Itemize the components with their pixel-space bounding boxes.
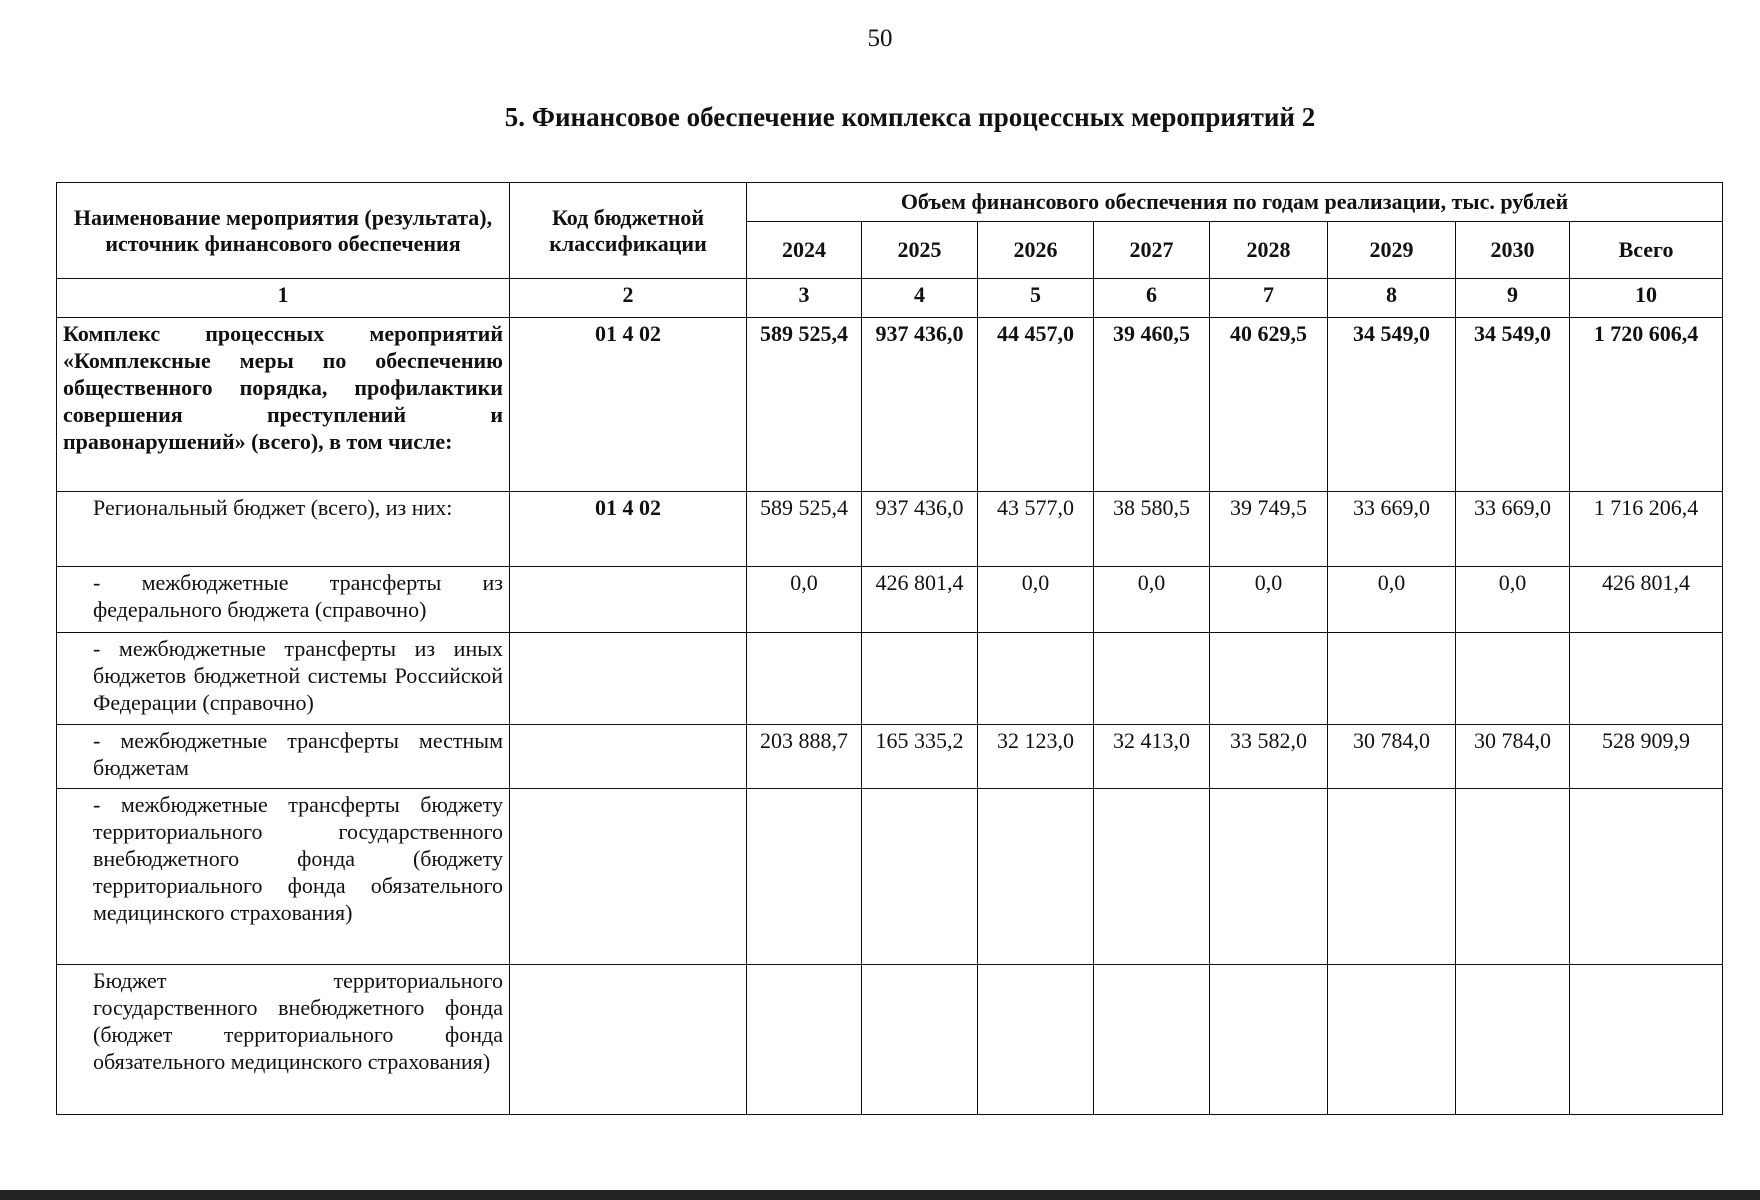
row-value	[1094, 789, 1210, 965]
row-name: - межбюджетные трансферты местным бюджетам	[57, 725, 510, 789]
row-code	[510, 789, 747, 965]
row-total: 426 801,4	[1570, 567, 1723, 633]
header-year: 2028	[1210, 222, 1328, 279]
row-value: 33 669,0	[1328, 492, 1456, 567]
row-code	[510, 725, 747, 789]
row-value	[862, 965, 978, 1115]
row-value	[1210, 789, 1328, 965]
row-total	[1570, 633, 1723, 725]
row-value: 203 888,7	[747, 725, 862, 789]
row-value: 44 457,0	[978, 318, 1094, 492]
header-row-1	[57, 183, 1723, 222]
row-value: 589 525,4	[747, 492, 862, 567]
row-value: 32 413,0	[1094, 725, 1210, 789]
header-name-column: Наименование мероприятия (результата), источник финансового обеспечения	[57, 183, 510, 279]
page-number: 50	[867, 25, 893, 52]
row-value	[1210, 633, 1328, 725]
row-total: 528 909,9	[1570, 725, 1723, 789]
row-value	[1210, 965, 1328, 1115]
table-row	[57, 492, 1723, 567]
header-year: 2025	[862, 222, 978, 279]
row-value	[1456, 789, 1570, 965]
row-value: 32 123,0	[978, 725, 1094, 789]
row-code: 01 4 02	[510, 318, 747, 492]
table-row	[57, 725, 1723, 789]
row-value: 39 460,5	[1094, 318, 1210, 492]
row-value	[862, 789, 978, 965]
row-name: Бюджет территориального государственного внебюджетного фонда (бюджет территориального фонда обязательного медицинского страхования)	[57, 965, 510, 1115]
row-value: 0,0	[1328, 567, 1456, 633]
row-total	[1570, 789, 1723, 965]
section-title: 5. Финансовое обеспечение комплекса процессных мероприятий 2	[504, 102, 1316, 132]
header-year: 2029	[1328, 222, 1456, 279]
table-row	[57, 633, 1723, 725]
column-number: 6	[1094, 279, 1210, 318]
row-value: 43 577,0	[978, 492, 1094, 567]
row-value: 30 784,0	[1328, 725, 1456, 789]
row-value: 165 335,2	[862, 725, 978, 789]
table-row	[57, 789, 1723, 965]
row-name: Комплекс процессных мероприятий «Комплексные меры по обеспечению общественного порядка, профилактики совершения преступлений и правонарушений» (всего), в том числе:	[57, 318, 510, 492]
row-value	[1094, 965, 1210, 1115]
header-code-column: Код бюджетной классификации	[510, 183, 747, 279]
row-value	[1328, 633, 1456, 725]
row-value	[1456, 633, 1570, 725]
row-code	[510, 965, 747, 1115]
column-number: 3	[747, 279, 862, 318]
row-value	[1328, 789, 1456, 965]
column-number: 9	[1456, 279, 1570, 318]
row-value	[978, 789, 1094, 965]
row-value	[978, 965, 1094, 1115]
row-value: 38 580,5	[1094, 492, 1210, 567]
row-value: 0,0	[1210, 567, 1328, 633]
row-value: 33 669,0	[1456, 492, 1570, 567]
row-value	[1094, 633, 1210, 725]
column-number: 8	[1328, 279, 1456, 318]
row-value: 34 549,0	[1328, 318, 1456, 492]
row-code: 01 4 02	[510, 492, 747, 567]
scan-bottom-edge	[0, 1190, 1760, 1200]
row-value	[1328, 965, 1456, 1115]
table-row	[57, 567, 1723, 633]
row-value	[747, 965, 862, 1115]
column-number: 7	[1210, 279, 1328, 318]
table-row	[57, 965, 1723, 1115]
header-year: 2027	[1094, 222, 1210, 279]
column-numbers-row	[57, 279, 1723, 318]
column-number: 4	[862, 279, 978, 318]
row-name: Региональный бюджет (всего), из них:	[57, 492, 510, 567]
column-number: 10	[1570, 279, 1723, 318]
header-year: 2030	[1456, 222, 1570, 279]
row-name: - межбюджетные трансферты из федерального бюджета (справочно)	[57, 567, 510, 633]
header-total: Всего	[1570, 222, 1723, 279]
row-name: - межбюджетные трансферты бюджету территориального государственного внебюджетного фонда (бюджету территориального фонда обязательного медицинского страхования)	[57, 789, 510, 965]
header-year: 2024	[747, 222, 862, 279]
row-value: 937 436,0	[862, 318, 978, 492]
row-value	[1456, 965, 1570, 1115]
row-value: 0,0	[747, 567, 862, 633]
column-number: 1	[57, 279, 510, 318]
row-value	[862, 633, 978, 725]
row-total: 1 720 606,4	[1570, 318, 1723, 492]
row-total: 1 716 206,4	[1570, 492, 1723, 567]
header-volume-column: Объем финансового обеспечения по годам реализации, тыс. рублей	[747, 183, 1723, 222]
row-value: 0,0	[1094, 567, 1210, 633]
column-number: 5	[978, 279, 1094, 318]
row-value: 589 525,4	[747, 318, 862, 492]
row-code	[510, 567, 747, 633]
header-year: 2026	[978, 222, 1094, 279]
row-value	[747, 789, 862, 965]
row-value	[747, 633, 862, 725]
row-value: 34 549,0	[1456, 318, 1570, 492]
row-value: 426 801,4	[862, 567, 978, 633]
row-total	[1570, 965, 1723, 1115]
row-value: 40 629,5	[1210, 318, 1328, 492]
row-value	[978, 633, 1094, 725]
table-row	[57, 318, 1723, 492]
column-number: 2	[510, 279, 747, 318]
row-value: 30 784,0	[1456, 725, 1570, 789]
row-value: 937 436,0	[862, 492, 978, 567]
row-code	[510, 633, 747, 725]
financing-table	[56, 182, 1723, 1115]
row-value: 0,0	[978, 567, 1094, 633]
row-value: 39 749,5	[1210, 492, 1328, 567]
row-name: - межбюджетные трансферты из иных бюджетов бюджетной системы Российской Федерации (справочно)	[57, 633, 510, 725]
row-value: 33 582,0	[1210, 725, 1328, 789]
row-value: 0,0	[1456, 567, 1570, 633]
